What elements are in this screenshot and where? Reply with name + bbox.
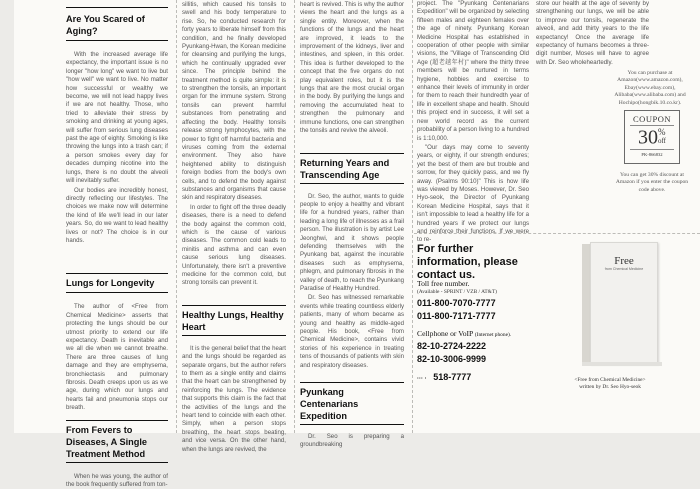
cellphone-label-text: Cellphone or VoIP bbox=[417, 329, 473, 338]
column-divider bbox=[176, 0, 177, 433]
kakao-number[interactable]: 518-7777 bbox=[433, 372, 472, 382]
fevers-paragraph: In order to fight off the three deadly diseases, there is a need to defend the body against the common cold, which is the cause of various diseases. The common cold leads to minitis and asthma and can even cause serious lung diseases. Unfortunately, there isn't a preventive medicine for the common cold, but strong tonsils can prevent it. bbox=[182, 203, 286, 287]
heading-rule bbox=[300, 183, 404, 184]
cellphone-label-sub: (Internet phone). bbox=[474, 332, 512, 338]
heading-rule bbox=[300, 424, 404, 425]
cellphone-number[interactable]: 82-10-3006-9999 bbox=[417, 354, 487, 364]
toll-free-number[interactable]: 011-800-7171-7777 bbox=[417, 311, 496, 321]
heading-rule bbox=[66, 40, 168, 41]
book-caption-line: <Free from Chemical Medicine> bbox=[574, 377, 646, 383]
heart-paragraph: heart is revived. This is why the author views the heart and the lungs as a single entity. Moreover, when the functions of the lungs and the heart are improved, it leads to the improvement of the kidneys, liver and intestines, and spleen, in this order. This idea is further developed to the concept that the five organs do not play equivalent roles, but it is the lungs that are the most crucial organ in the body. By purifying the lungs and removing the accumulated heat to strengthen the pulmonary and immune functions, one can strengthen the tonsils and revive the alveoli. bbox=[300, 1, 404, 135]
coupon-discount bbox=[625, 127, 679, 147]
heading-rule bbox=[182, 335, 286, 336]
column-1 bbox=[66, 0, 168, 489]
toll-free-sub: (Available - SPRINT / VZB / AT&T) bbox=[417, 289, 497, 295]
heading-rule bbox=[300, 382, 404, 383]
column-divider bbox=[294, 0, 295, 433]
purchase-line: Hochipo(hongbik.10.co.kr). bbox=[618, 99, 682, 106]
heading-rule bbox=[66, 273, 168, 274]
heading-rule bbox=[66, 7, 168, 8]
book-caption-line: written by Dr. Seo Hyo-seok bbox=[579, 384, 641, 391]
centenarians-paragraph: store our health at the age of seventy by strengthening our lungs, we will be able to improve our tonsils, regenerate the alveoli, and add thirty years to the life expectancy! Once the average life expectancy of humans becomes a three-digit number, Moses will have to agree with Dr. Seo wholeheartedly. bbox=[536, 0, 649, 66]
book-cover bbox=[590, 242, 658, 364]
heading-rule bbox=[300, 153, 404, 154]
purchase-line: Ebay(www.ebay.com), bbox=[624, 84, 676, 91]
toll-free-label: Toll free number. bbox=[417, 279, 470, 288]
fevers-paragraph: When he was young, the author of the book frequently suffered from ton- bbox=[66, 472, 168, 489]
heart-paragraph: It is the general belief that the heart and the lungs should be regarded as separate organs, but the author refers to them as a single entity and claims that the heart can be strengthened by reinforcing the lungs. The evidence that supports this claim is the fact that the activities of the lungs and the heart tend to coincide with each other. Simply, when a person stops breathing, the heart stops beating, and vice versa. On the other hand, when the lungs are revived, the bbox=[182, 344, 286, 453]
aging-paragraph: Our bodies are incredibly honest, directly reflecting our lifestyles. The choices we make now will determine the kind of life we'll lead in our later years. So, do we want to lead healthy lives or not? The choice is in our hands. bbox=[66, 186, 168, 244]
fevers-paragraph: sillitis, which caused his tonsils to swell and his body temperature to rise. So, he conducted research for forty years to liberate himself from this condition, and he finally developed Pyunkang-Hwan, the Korean medicine for cleansing and purifying the lungs, which he continually upgraded ever since. The principle behind the treatment method is quite simple: it is to strengthen the tonsils, an important organ for the immune system. Strong tonsils can prevent harmful substances from penetrating and affecting the body. Healthy tonsils release strong lymphocytes, with the power to fight off harmful bacteria and viruses coming from the external environment. They also have heightened ability to distinguish foreign bodies from the body's own cells, and to defend the body against substances and organisms that cause skin and respiratory diseases. bbox=[182, 1, 286, 202]
kakao-label: ··· · bbox=[417, 376, 427, 382]
centenarians-title: Pyunkang Centenarians Expedition bbox=[300, 387, 359, 422]
aging-paragraph: With the increased average life expectancy, the important issue is no longer "how long" we want to live but "how well" we want to live. No matter how successful or wealthy we become, we will not lead happy lives if we are not healthy. Those, who tried to alleviate their stress by smoking and drinking at young ages, will suffer from serious lung diseases past the age of eighty. Smoking is like throwing the lungs into a trash can; if a person smokes every day for decades dumping nicotine into the lungs, there is no doubt the alveoli will inevitably suffer. bbox=[66, 51, 168, 185]
book-subtitle: from Chemical Medicine bbox=[604, 267, 644, 271]
longevity-paragraph: The author of <Free from Chemical Medicine> asserts that protecting the lungs should be our utmost priority to extend our life expectancy. Death is inevitable and we all die when we cannot breathe. There are three causes of lung damage and they are emphysema, bronchiectasis and pulmonary fibrosis. Death creeps upon us as we age, during which our lungs and hearts fail and pneumonia stops our breath. bbox=[66, 303, 168, 412]
purchase-line: Amazon(www.amazon.com), bbox=[617, 77, 683, 84]
heading-rule bbox=[66, 420, 168, 421]
cellphone-number[interactable]: 82-10-2724-2222 bbox=[417, 341, 487, 351]
centenarians-paragraph: project. The "Pyunkang Centenarians Expedition" will be organized by selecting fifteen males and eighteen females over the age of ninety. Pyunkang Korean Medicine Hospital has established in cooperation of other people with similar visions, the "Village of Transcending Old Age (超老越年村)" where the thirty three members will be nurtured in terms hygiene, hobbies and exercise to enhance their levels of immunity in order for them to reach their hundredth year of life in excellent shape and health. Should this project end in success, it will set a new world record as the current probability of a person living to a hundred is 1:10,000. bbox=[417, 0, 529, 142]
book-title: Free bbox=[614, 255, 634, 267]
purchase-info bbox=[604, 70, 696, 107]
heading-rule bbox=[66, 462, 168, 463]
column-5 bbox=[536, 0, 649, 66]
fevers-title: From Fevers to Diseases, A Single Treatment Method bbox=[66, 424, 148, 459]
aging-title: Are You Scared of Aging? bbox=[66, 14, 145, 36]
coupon-unit: % bbox=[657, 127, 666, 138]
book-shadow bbox=[582, 362, 662, 366]
magazine-spread bbox=[14, 0, 700, 489]
heart-title: Healthy Lungs, Healthy Heart bbox=[182, 309, 284, 332]
kakao-row bbox=[417, 372, 471, 382]
contact-panel bbox=[414, 233, 700, 434]
heading-rule bbox=[182, 305, 286, 306]
centenarians-paragraph: "Our days may come to seventy years, or eighty, if our strength endures; yet the best of them are but trouble and sorrow, for they quickly pass, and we fly away. (Psalms 90:10)" This is how life was viewed by Moses. However, Dr. Seo Hyo-seok, the Director of Pyunkang Korean Medicine Hospital, says that it isn't impossible to lead a healthy life for a hundred years if we protect our lungs and reinforce their functions. If we were to re- bbox=[417, 143, 529, 244]
coupon-suffix: off bbox=[657, 137, 667, 146]
coupon[interactable] bbox=[624, 110, 680, 164]
purchase-line: You can purchase at bbox=[627, 70, 673, 76]
column-divider bbox=[412, 0, 413, 433]
book-caption bbox=[562, 377, 658, 391]
returning-paragraph: Dr. Seo has witnessed remarkable events while treating countless elderly patients, many of whom became as young and healthy as middle-aged people. His book, <Free from Chemical Medicine>, contains vivid stories of his experience in treating tens of thousands of patients with skin and respiratory diseases. bbox=[300, 294, 404, 369]
cellphone-label bbox=[417, 329, 511, 338]
returning-title: Returning Years and Transcending Age bbox=[300, 157, 390, 180]
book-spine bbox=[582, 244, 590, 362]
toll-free-number[interactable]: 011-800-7070-7777 bbox=[417, 298, 496, 308]
heading-rule bbox=[66, 292, 168, 293]
coupon-code: PK-866832 bbox=[641, 152, 663, 158]
centenarians-paragraph: Dr. Seo is preparing a groundbreaking bbox=[300, 433, 404, 449]
coupon-label: COUPON bbox=[633, 114, 671, 124]
longevity-title: Lungs for Longevity bbox=[66, 278, 155, 289]
book-image bbox=[554, 242, 664, 368]
column-2 bbox=[182, 0, 286, 453]
contact-heading: For further information, please contact us. bbox=[417, 243, 518, 281]
column-3 bbox=[300, 0, 404, 449]
column-4 bbox=[417, 0, 529, 244]
coupon-value: 30 bbox=[637, 126, 658, 149]
returning-paragraph: Dr. Seo, the author, wants to guide people to enjoy a healthy and vibrant life for a hundred years, rather than leading a long life of illnesses as a frail person. The illustration is by artist Lee Jeonghwi, and it shows people defending themselves with the Pyunkang bat, against the incurable diseases such as emphysema, phlegm, and pulmonary fibrosis in the valley of death, to reach the Pyunkang Paradise of Healthy Hundred. bbox=[300, 192, 404, 292]
purchase-line: Alibaba(www.alibaba.com) and bbox=[614, 92, 686, 99]
coupon-note: You can get 30% discount at Amazon if you enter the coupon code above. bbox=[615, 172, 689, 193]
